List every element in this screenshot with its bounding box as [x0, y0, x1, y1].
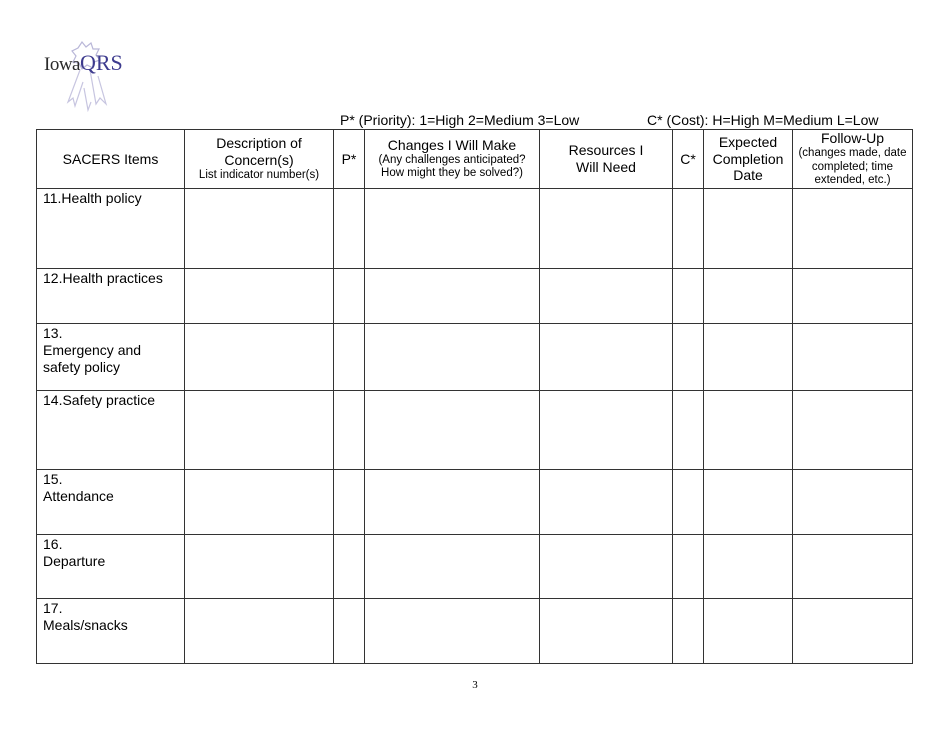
changes-cell[interactable] — [365, 269, 540, 324]
row-label-cell — [37, 391, 185, 470]
table-row — [37, 599, 913, 664]
date-cell[interactable] — [704, 535, 793, 599]
row-label-cell — [37, 269, 185, 324]
changes-cell[interactable] — [365, 324, 540, 391]
page-number: 3 — [472, 679, 478, 691]
date-cell[interactable] — [704, 470, 793, 535]
description-cell[interactable] — [185, 599, 334, 664]
row-label-cell — [37, 324, 185, 391]
header-priority — [334, 130, 365, 189]
changes-cell[interactable] — [365, 391, 540, 470]
row-label: 14.Safety practice — [43, 392, 156, 409]
date-cell[interactable] — [704, 599, 793, 664]
row-label: 15. Attendance — [43, 471, 114, 504]
cost-cell[interactable] — [673, 324, 704, 391]
resources-cell[interactable] — [540, 324, 673, 391]
header-priority-label: P* — [341, 150, 357, 167]
resources-cell[interactable] — [540, 391, 673, 470]
cost-cell[interactable] — [673, 599, 704, 664]
date-cell[interactable] — [704, 269, 793, 324]
row-label-cell — [37, 599, 185, 664]
row-label: 11.Health policy — [43, 190, 142, 207]
resources-cell[interactable] — [540, 189, 673, 269]
date-cell[interactable] — [704, 391, 793, 470]
table-row — [37, 470, 913, 535]
resources-cell[interactable] — [540, 599, 673, 664]
header-description-sub: List indicator number(s) — [198, 168, 320, 181]
row-label-cell — [37, 189, 185, 269]
row-label: 17. Meals/snacks — [43, 600, 128, 633]
logo-iowa: Iowa — [44, 54, 80, 75]
header-description-label: Description of Concern(s) — [216, 135, 302, 169]
header-expected-label: Expected Completion Date — [712, 133, 784, 184]
priority-cell[interactable] — [334, 324, 365, 391]
header-description — [185, 130, 334, 189]
table-row — [37, 324, 913, 391]
header-changes-sub: (Any challenges anticipated? How might they be solved?) — [378, 153, 526, 180]
followup-cell[interactable] — [793, 599, 913, 664]
resources-cell[interactable] — [540, 470, 673, 535]
header-changes-label: Changes I Will Make — [387, 136, 517, 153]
table-row — [37, 269, 913, 324]
priority-cell[interactable] — [334, 391, 365, 470]
row-label-cell — [37, 535, 185, 599]
followup-cell[interactable] — [793, 189, 913, 269]
header-cost-label: C* — [680, 150, 696, 167]
description-cell[interactable] — [185, 324, 334, 391]
cost-cell[interactable] — [673, 535, 704, 599]
followup-cell[interactable] — [793, 470, 913, 535]
header-follow-up — [793, 130, 913, 189]
cost-cell[interactable] — [673, 470, 704, 535]
table-row — [37, 391, 913, 470]
changes-cell[interactable] — [365, 599, 540, 664]
header-followup-label: Follow-Up — [820, 130, 884, 146]
header-cost — [673, 130, 704, 189]
priority-cell[interactable] — [334, 189, 365, 269]
description-cell[interactable] — [185, 535, 334, 599]
description-cell[interactable] — [185, 391, 334, 470]
header-resources-label: Resources I Will Need — [568, 142, 644, 176]
date-cell[interactable] — [704, 324, 793, 391]
table-row — [37, 189, 913, 269]
header-sacers-label: SACERS Items — [62, 150, 159, 167]
cost-cell[interactable] — [673, 391, 704, 470]
followup-cell[interactable] — [793, 324, 913, 391]
resources-cell[interactable] — [540, 535, 673, 599]
logo-qrs: QRS — [79, 50, 123, 75]
description-cell[interactable] — [185, 189, 334, 269]
changes-cell[interactable] — [365, 470, 540, 535]
header-changes — [365, 130, 540, 189]
row-label: 16. Departure — [43, 536, 106, 569]
row-label: 13. Emergency and safety policy — [43, 325, 142, 375]
header-resources — [540, 130, 673, 189]
cost-cell[interactable] — [673, 269, 704, 324]
cost-legend: C* (Cost): H=High M=Medium L=Low — [647, 112, 879, 128]
header-expected-date — [704, 130, 793, 189]
description-cell[interactable] — [185, 269, 334, 324]
description-cell[interactable] — [185, 470, 334, 535]
iowa-qrs-logo — [40, 40, 150, 112]
header-followup-sub: (changes made, date completed; time extended, etc.) — [798, 146, 907, 187]
followup-cell[interactable] — [793, 269, 913, 324]
priority-legend: P* (Priority): 1=High 2=Medium 3=Low — [340, 112, 580, 128]
priority-cell[interactable] — [334, 470, 365, 535]
header-sacers-items — [37, 130, 185, 189]
priority-cell[interactable] — [334, 599, 365, 664]
date-cell[interactable] — [704, 189, 793, 269]
changes-cell[interactable] — [365, 535, 540, 599]
row-label-cell — [37, 470, 185, 535]
changes-cell[interactable] — [365, 189, 540, 269]
followup-cell[interactable] — [793, 391, 913, 470]
followup-cell[interactable] — [793, 535, 913, 599]
priority-cell[interactable] — [334, 535, 365, 599]
logo-text — [44, 50, 123, 76]
cost-cell[interactable] — [673, 189, 704, 269]
table-row — [37, 535, 913, 599]
resources-cell[interactable] — [540, 269, 673, 324]
priority-cell[interactable] — [334, 269, 365, 324]
row-label: 12.Health practices — [43, 270, 163, 287]
improvement-plan-table — [36, 129, 913, 664]
header-row — [37, 130, 913, 189]
